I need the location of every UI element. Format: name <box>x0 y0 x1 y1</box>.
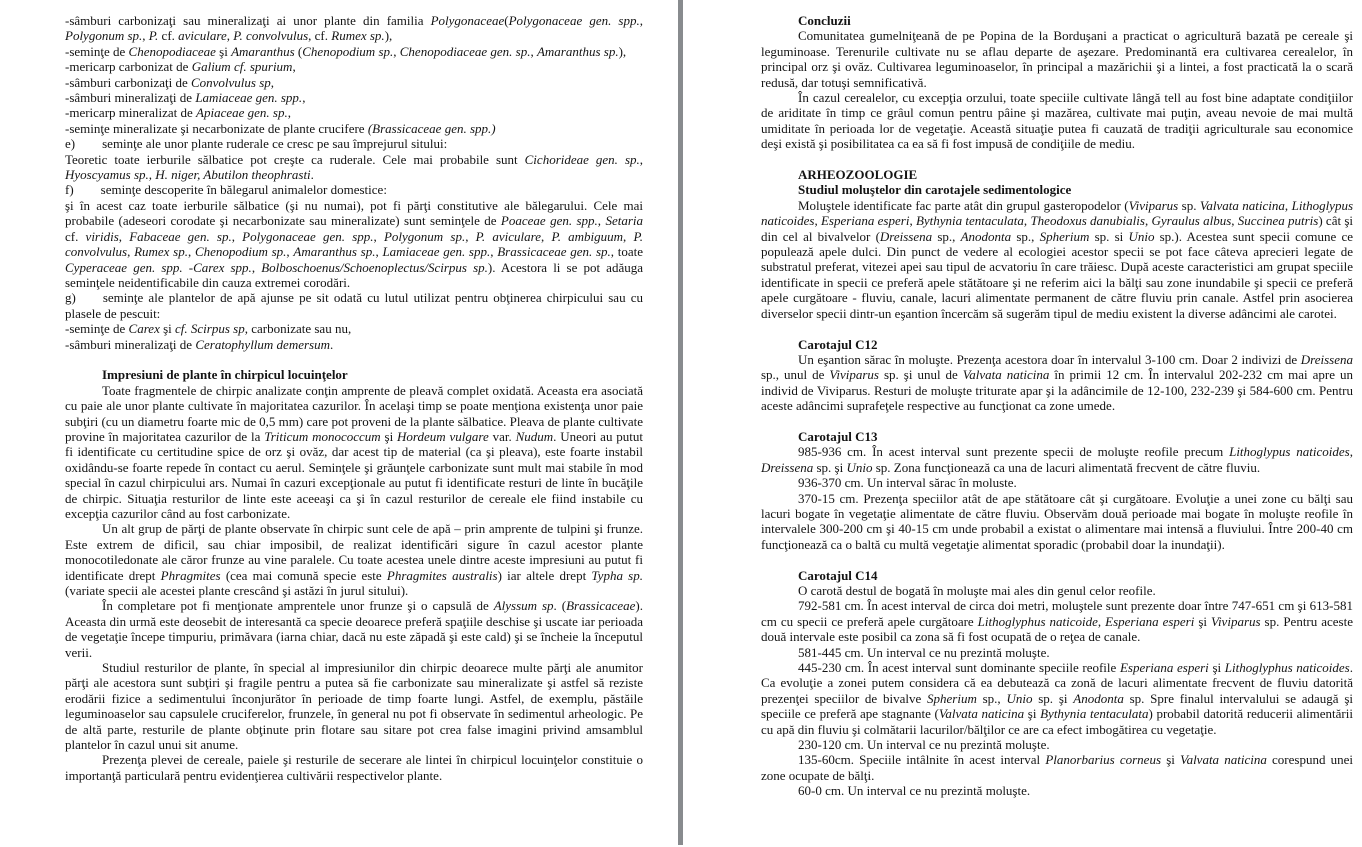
text-run: -sâmburi carbonizaţi de <box>65 74 191 90</box>
paragraph-chirpic-1 <box>65 383 643 522</box>
italic-text-run: P. <box>148 28 159 44</box>
text-run: sp., <box>932 228 961 244</box>
italic-text-run: Valvata naticina <box>1199 197 1285 213</box>
text-run: Concluzii <box>798 13 851 28</box>
paragraph-moluste-intro <box>761 198 1353 321</box>
text-run: 792-581 cm. În acest interval de circa doi metri, moluştele sunt prezente doar între 747-651 cm şi 613-581 cm cu specii ce preferă apele curgătoare <box>761 598 1353 629</box>
italic-text-run: Dreissena <box>879 228 933 244</box>
text-run: f) <box>65 182 74 198</box>
text-run: , <box>302 90 306 106</box>
text-run: ) iar altele drept <box>497 567 592 583</box>
text-run: var. <box>488 428 516 444</box>
italic-text-run: Polygonaceae <box>430 13 505 28</box>
text-run: Un alt grup de părţi de plante observate în chirpic sunt cele de apă – prin amprente de tulpini şi frunze. Este extrem de dificil, sau chiar imposibil, de realizat identificări sigure în cazul acestor plante monocotiledonate ale căror frunze au vine paralele. Cu toate acestea unele dintre aceste impresiuni au putut fi identificate drept <box>65 521 643 583</box>
italic-text-run: Lamiaceae gen. spp. <box>382 244 491 260</box>
italic-text-run: P. convolvulus <box>233 28 309 44</box>
italic-text-run: Carex <box>128 321 160 337</box>
item-e <box>65 136 643 151</box>
text-run: Carotajul C13 <box>798 428 878 444</box>
italic-text-run: Lithoglypus naticoides <box>761 197 1354 229</box>
text-run: , <box>814 213 821 229</box>
text-run: 581-445 cm. Un interval ce nu prezintă moluşte. <box>798 644 1050 660</box>
italic-text-run: Lithoglypus naticoides <box>1229 444 1350 460</box>
italic-text-run: Cyperaceae gen. spp. <box>65 259 183 275</box>
text-run: seminţe ale plantelor de apă ajunse pe sit odată cu lutul utilizat pentru obţinerea chirpicului sau cu plasele de pescuit: <box>65 290 643 321</box>
text-run: ), <box>618 43 627 59</box>
text-run: şi <box>380 428 398 444</box>
paragraph-concluzii-1 <box>761 28 1353 90</box>
italic-text-run: Rumex sp. <box>134 244 188 260</box>
italic-text-run: (Brassicaceae gen. spp.) <box>367 120 496 136</box>
italic-text-run: Theodoxus danubialis <box>1030 213 1145 229</box>
text-run: şi <box>159 321 176 337</box>
heading-carotajul-c12 <box>761 337 1353 352</box>
italic-text-run: Dreissena <box>1300 351 1353 367</box>
text-run: sp. si <box>1089 228 1129 244</box>
italic-text-run: Dreissena <box>761 459 814 475</box>
text-run: , <box>530 43 537 59</box>
italic-text-run: Polygonaceae gen. spp. <box>508 13 640 28</box>
text-run: -mericarp carbonizat de <box>65 59 192 75</box>
heading-carotajul-c14 <box>761 568 1353 583</box>
text-run: , <box>226 28 234 44</box>
text-run: Toate fragmentele de chirpic analizate conţin amprente de pleavă complet oxidată. Aceasta era asociată cu paie ale unor plante cultivate în majoritatea cazurilor. În acelaşi timp se poate menţiona existenţa unor paie subţiri (cu un diametru foarte mic de 0,5 mm) care pot proveni de la plante sălbatice. Pleava de plante cultivate provine în majoritatea cazurilor de la <box>65 382 643 444</box>
italic-text-run: Alyssum sp <box>493 598 554 614</box>
text-run: , <box>142 28 149 44</box>
text-run: . Uneori au putut fi identificate cu certitudine spice de orz şi ovăz, dar acest tip de material (ca şi pleava), este foarte instabil oxidându-se foarte repede în contact cu aerul. Seminţele şi grăunţele carbonizate sunt mult mai stabile în mod special în cazul chirpicului ars. Numai în cazuri excepţionale au putut fi identificate resturi de linte în bucăţile de chirpic. Situaţia resturilor de linte este aceeaşi ca şi în cazul resturilor de cereale ele fiind instabile cu excepţia cazurilor când au fost carbonizate. <box>65 428 644 521</box>
text-run: ), <box>384 28 393 44</box>
italic-text-run: Brassicaceae <box>566 598 636 614</box>
list-item-polygonaceae <box>65 13 643 44</box>
text-run: . Ca evoluţie a zonei putem considera că ea debutează ca zonă de lacuri alimentate frecvent de fluviu datorită prezenţei speciilor de bivalve <box>761 660 1353 706</box>
text-run: -seminţe de <box>65 43 129 59</box>
text-run: , <box>187 244 195 260</box>
paragraph-c14-4 <box>761 660 1353 737</box>
text-run: 60-0 cm. Un interval ce nu prezintă moluşte. <box>798 783 1031 799</box>
italic-text-run: Convolvulus sp <box>190 74 271 90</box>
heading-arheozoologie <box>761 167 1353 182</box>
text-run: -seminţe mineralizate şi necarbonizate de plante crucifere <box>65 120 368 136</box>
item-f <box>65 182 643 197</box>
paragraph-concluzii-2 <box>761 90 1353 152</box>
text-run: sp. şi <box>813 459 847 475</box>
text-run: În completare pot fi menţionate amprentele unor frunze şi o capsulă de <box>102 598 494 614</box>
text-run: şi <box>1194 613 1211 629</box>
italic-text-run: Chenopodiaceae gen. sp. <box>399 43 531 59</box>
text-run: Un eşantion sărac în moluşte. Prezenţa acestora doar în intervalul 3-100 cm. Doar 2 indivizi de <box>798 351 1301 367</box>
text-run: , <box>465 228 476 244</box>
list-item-chenopodiaceae <box>65 44 643 59</box>
italic-text-run: Amaranthus sp. <box>536 43 619 59</box>
italic-text-run: Phragmites australis <box>386 567 498 583</box>
italic-text-run: Lamiaceae gen. spp. <box>195 90 303 106</box>
text-run: , <box>286 244 294 260</box>
text-run: , <box>393 43 400 59</box>
text-run: , <box>909 213 916 229</box>
text-run: sp. şi unul de <box>879 367 963 383</box>
text-run: 370-15 cm. Prezenţa speciilor atât de ape stătătoare cât şi curgătoare. Evoluţie a unei zone cu bălţi sau lacuri bogate în vegetaţie alimentate de către fluviu. Observăm două perioade mai bogate în moluşte reofile în intervalele 300-200 cm şi 40-15 cm unde probabil a existat o alimentare mai intensă a fluviului. Între 200-40 cm funcţionează ca o baltă cu multă vegetaţie alimentat sporadic (probabil doar la inundaţii). <box>761 490 1353 552</box>
italic-text-run: P. ambiguum <box>551 228 624 244</box>
text-run: , <box>597 213 606 229</box>
text-run: -mericarp mineralizat de <box>65 105 197 121</box>
text-run: Comunitatea gumelniţeană de pe Popina de la Borduşani a practicat o agricultură bazată pe cereale şi leguminoase. Terenurile cultivate nu se aflau departe de aşezare. Predominantă era cultivarea cerealelor, în principal orz şi ovăz. Cultivarea leguminoaselor, în principal a mazărichii şi a lintei, a fost practicată la o scară redusă, dar totuşi semnificativă. <box>761 28 1353 90</box>
text-run: corespund unei zone ocupate de bălţi. <box>761 752 1354 783</box>
italic-text-run: Viviparus <box>1210 613 1261 629</box>
text-run: sp., <box>1011 228 1040 244</box>
italic-text-run: Setaria <box>605 213 644 229</box>
italic-text-run: Ceratophyllum demersum <box>195 336 330 352</box>
text-run: , <box>292 59 296 75</box>
text-run: , <box>490 244 498 260</box>
italic-text-run: P. aviculare <box>475 228 541 244</box>
list-item-galium <box>65 59 643 74</box>
italic-text-run: Amaranthus <box>231 43 295 59</box>
heading-studiul-molustelor <box>761 182 1353 197</box>
text-run: , <box>375 244 383 260</box>
text-run: e) <box>65 136 76 152</box>
italic-text-run: Lithoglyphus naticoides <box>1224 660 1350 675</box>
text-run: ). Acestora li se pot adăuga seminţele neidentificabile din cauza extremei corodări. <box>65 259 643 290</box>
paragraph-chirpic-3 <box>65 598 643 660</box>
paragraph-c14-5 <box>761 737 1353 752</box>
paragraph-c14-2 <box>761 598 1353 644</box>
text-run: , <box>1231 213 1238 229</box>
italic-text-run: Amaranthus sp. <box>293 244 376 260</box>
text-run: sp. Zona funcţionează ca una de lacuri alimentată frecvent de către fluviu. <box>872 459 1261 475</box>
text-run: şi <box>215 43 232 59</box>
italic-text-run: Esperiana esperi <box>820 213 910 229</box>
italic-text-run: Unio <box>846 459 873 475</box>
text-run: cf. <box>158 28 179 44</box>
italic-text-run: Nudum <box>515 428 554 444</box>
text-run: sp. <box>1178 197 1200 213</box>
text-run: seminţe ale unor plante ruderale ce cresc pe sau împrejurul sitului: <box>102 136 448 152</box>
text-run: - <box>182 259 194 275</box>
italic-text-run: Chenopodium sp. <box>302 43 394 59</box>
italic-text-run: Hordeum vulgare <box>397 428 489 444</box>
list-item-ceratophyllum <box>65 337 643 352</box>
text-run: . ( <box>553 598 567 614</box>
page-left <box>65 13 643 783</box>
text-run: , <box>1144 213 1152 229</box>
text-run: şi <box>1161 752 1181 768</box>
heading-carotajul-c13 <box>761 429 1353 444</box>
italic-text-run: Viviparus <box>829 367 879 383</box>
list-item-convolvulus <box>65 75 643 90</box>
text-run: sp. şi <box>1032 690 1074 706</box>
text-run: 985-936 cm. În acest interval sunt prezente specii de moluşte reofile precum <box>798 444 1230 460</box>
italic-text-run: Spherium <box>927 690 977 706</box>
text-run: (cea mai comună specie este <box>220 567 387 583</box>
paragraph-chirpic-5 <box>65 752 643 783</box>
text-run: -sâmburi mineralizaţi de <box>65 336 196 352</box>
italic-text-run: Chenopodiaceae <box>128 43 216 59</box>
italic-text-run: Esperiana esperi <box>1119 660 1209 675</box>
text-run: , <box>127 244 135 260</box>
text-run: 445-230 cm. În acest interval sunt dominante speciile reofile <box>798 660 1120 675</box>
paragraph-c14-3 <box>761 645 1353 660</box>
text-run: , <box>231 228 243 244</box>
text-run: ) probabil datorită reducerii alimentării cu apă din fluviu şi colmătarii lacurilor/bălţilor ce are ca efect imbogătirea cu vegetaţie. <box>761 706 1353 737</box>
heading-concluzii <box>761 13 1353 28</box>
text-run: Carotajul C14 <box>798 567 878 583</box>
item-g <box>65 290 643 321</box>
italic-text-run: Esperiana esperi <box>1105 613 1195 629</box>
text-run: Studiul moluştelor din carotajele sedimentologice <box>798 182 1072 198</box>
italic-text-run: Brassicaceae gen. sp. <box>497 244 611 260</box>
text-run: , <box>373 228 384 244</box>
text-run: , <box>1284 197 1292 213</box>
italic-text-run: cf. Scirpus sp <box>175 321 245 337</box>
text-run: -seminţe de <box>65 321 129 337</box>
italic-text-run: aviculare <box>178 28 227 44</box>
italic-text-run: Anodonta <box>960 228 1012 244</box>
italic-text-run: Typha sp. <box>591 567 643 583</box>
italic-text-run: Phragmites <box>160 567 221 583</box>
text-run: g) <box>65 290 76 306</box>
heading-impresiuni <box>65 367 643 382</box>
italic-text-run: Polygonum sp. <box>65 28 143 44</box>
text-run: ). Aceasta din urmă este deosebit de interesantă ca specie deoarece preferă spaţiile deschise şi uscate iar perioada de vegetaţie începe timpuriu, primăvara (iarna chiar, dacă nu este zăpadă şi este cald) şi se încheie la începutul verii. <box>65 598 643 660</box>
italic-text-run: P. convolvulus <box>65 228 644 260</box>
italic-text-run: Viviparus <box>1128 197 1179 213</box>
italic-text-run: Galium cf. spurium <box>191 59 293 75</box>
italic-text-run: Carex spp. <box>193 259 252 275</box>
list-item-lamiaceae <box>65 90 643 105</box>
text-run: , toate <box>610 244 644 260</box>
text-run: În cazul cerealelor, cu excepţia orzului, toate speciile cultivate lângă tell au fost bine adaptate condiţiilor de ariditate în timp ce grâul comun pentru pâine şi mazărea, cultivate mai puţin, aveau nevoie de mai multă umiditate în perioada lor de vegetaţie. Această situaţie putea fi cauzată de tradiţii agriculturale sau economice deşi există şi posibilitatea ca ea să fi fost impusă de condiţiile de mediu. <box>761 90 1353 152</box>
italic-text-run: Unio <box>1006 690 1033 706</box>
list-item-brassicaceae <box>65 121 643 136</box>
text-run: , <box>118 228 130 244</box>
italic-text-run: Bythynia tentaculata <box>915 213 1024 229</box>
text-run: ) cât şi din cel al bivalvelor ( <box>761 213 1354 244</box>
text-run: sp.). Acestea sunt specii comune ce populează apele dulci. Din punct de vedere al ecologiei acestor specii se pot face câteva aprecieri legate de substratul preferat, vitezei apei sau tipul de acvatoriu în care trăiesc. După aceste caracteristici am grupat speciile identificate in specii ce preferă apele stătătoare şi ne referim aici la bălţi sau zone inundabile şi specii ce preferă apele curgătoare - fluviu, canale, lacuri alimentate permanent de către fluviu prin canale. Astfel prin asocierea diverselor specii dintr-un eşantion încercăm să sugerăm tipul de mediu existent la diverse adâncimi ale carotei. <box>761 228 1354 321</box>
italic-text-run: Poaceae gen. spp. <box>500 213 598 229</box>
text-run: , <box>639 151 643 167</box>
italic-text-run: Valvata naticina <box>962 367 1050 383</box>
italic-text-run: Bolboschoenus/Schoenoplectus/Scirpus sp. <box>261 259 488 275</box>
text-run: , <box>287 105 291 121</box>
paragraph-c13-1 <box>761 444 1353 475</box>
list-item-carex <box>65 321 643 336</box>
italic-text-run: Lithoglyphus naticoide <box>977 613 1098 629</box>
text-run: , <box>1023 213 1031 229</box>
italic-text-run: Polygonaceae gen. spp. <box>242 228 374 244</box>
italic-text-run: Polygonum sp. <box>383 228 466 244</box>
text-run: ARHEOZOOLOGIE <box>798 167 918 183</box>
italic-text-run: viridis <box>85 228 119 244</box>
text-run: , <box>639 13 643 28</box>
paragraph-c13-2 <box>761 475 1353 490</box>
text-run: sp., unul de <box>761 367 830 383</box>
text-run: Prezenţa plevei de cereale, paiele şi resturile de secerare ale lintei în chirpicul locuinţelor constituie o importanţă particulară pentru evidenţierea cultivării respectivelor plante. <box>65 752 643 783</box>
italic-text-run: Unio <box>1128 228 1155 244</box>
paragraph-c13-3 <box>761 491 1353 553</box>
text-run: ( <box>504 13 509 28</box>
italic-text-run: Succinea putris <box>1237 213 1319 229</box>
text-run: sp. Pentru aceste două intervale este posibil ca zona să fi fost ocupată de o reţea de canale. <box>761 613 1353 645</box>
italic-text-run: Bythynia tentaculata <box>1040 706 1149 722</box>
text-run: -sâmburi carbonizaţi sau mineralizaţi ai unor plante din familia <box>65 13 431 28</box>
italic-text-run: Valvata naticina <box>938 706 1025 722</box>
paragraph-c14-6 <box>761 752 1353 783</box>
text-run: , cf. <box>308 28 332 44</box>
list-item-apiaceae <box>65 105 643 120</box>
text-run: sp., <box>976 690 1007 706</box>
text-run: şi <box>1208 660 1225 675</box>
italic-text-run: Chenopodium sp. <box>194 244 287 260</box>
italic-text-run: Valvata naticina <box>1180 752 1267 768</box>
italic-text-run: Rumex sp. <box>331 28 385 44</box>
italic-text-run: Fabaceae gen. sp. <box>129 228 232 244</box>
text-run: în primii 12 cm. În intervalul 202-232 cm mai apre un individ de Viviparus. Resturi de moluşte triturate apar şi la adâncimile de 12-100, 232-239 şi 584-600 cm. Pentru aceste adâncimi suprafeţele respective au funcţionat ca zone umede. <box>761 367 1353 414</box>
text-run: , <box>540 228 552 244</box>
text-run: , <box>251 259 262 275</box>
page-right <box>761 13 1353 799</box>
italic-text-run: Hyoscyamus sp., H. niger, Abutilon theophrasti <box>65 167 311 183</box>
italic-text-run: Gyraulus albus <box>1151 213 1232 229</box>
text-run: 135-60cm. Speciile intâlnite în acest interval <box>798 752 1046 768</box>
text-run: cf. <box>65 228 86 244</box>
paragraph-c14-1 <box>761 583 1353 598</box>
text-run: sp. Spre finalul intervalului se adaugă şi speciile ce preferă ape stagnante ( <box>761 690 1354 722</box>
italic-text-run: Apiaceae gen. sp. <box>196 105 288 121</box>
text-run: Moluştele identificate fac parte atât din grupul gasteropodelor ( <box>798 197 1129 213</box>
paragraph-f-body <box>65 198 643 290</box>
italic-text-run: Spherium <box>1039 228 1090 244</box>
text-run: , <box>1349 444 1353 460</box>
paragraph-chirpic-2 <box>65 521 643 598</box>
paragraph-c14-7 <box>761 783 1353 798</box>
text-run: Teoretic toate ierburile sălbatice pot creşte ca ruderale. Cele mai probabile sunt <box>65 151 525 167</box>
text-run: , <box>270 74 275 90</box>
text-run: Impresiuni de plante în chirpicul locuinţelor <box>102 367 348 383</box>
italic-text-run: Triticum monococcum <box>264 428 381 444</box>
paragraph-chirpic-4 <box>65 660 643 752</box>
text-run: seminţe descoperite în bălegarul animalelor domestice: <box>100 182 387 198</box>
text-run: (variate specii ale acestei plante crescând şi astăzi în jurul sitului). <box>65 583 409 599</box>
text-run: , <box>623 228 634 244</box>
paragraph-c12 <box>761 352 1353 414</box>
text-run: 936-370 cm. Un interval sărac în moluste. <box>798 475 1017 491</box>
text-run: şi în acest caz toate ierburile sălbatice (şi nu numai), pot fi părţi constitutive ale bălegarului. Cele mai probabile (adeseori corodate şi necarbonizate sau mineralizate) sunt seminţele de <box>65 197 643 229</box>
text-run: Carotajul C12 <box>798 336 878 352</box>
text-run: O carotă destul de bogată în moluşte mai ales din genul celor reofile. <box>798 582 1156 598</box>
text-run: . <box>310 167 314 183</box>
text-run: -sâmburi mineralizaţi de <box>65 90 196 106</box>
page-divider <box>678 0 683 845</box>
text-run: , <box>1097 613 1106 629</box>
paragraph-e-body <box>65 152 643 183</box>
italic-text-run: Cichorideae gen. sp. <box>524 151 640 167</box>
italic-text-run: Planorbarius corneus <box>1045 752 1162 768</box>
text-run: , carbonizate sau nu, <box>244 321 352 337</box>
text-run: Studiul resturilor de plante, în special al impresiunilor din chirpic deoarece multe părţi ale anumitor părţi ale acestora sunt subţiri şi fragile pentru a putea să fie carbonizate sau mineralizate şi astfel să reziste erodării fizice a sedimentului înconjurător în perioade de timp foarte lungi. Astfel, de exemplu, păstăile leguminoaselor sau capsulele cruciferelor, frunzele, în general nu pot fi observate în sedimentul arheologic. Pe de altă parte, resturile de plante obţinute prin flotare sau sitare pot crea false imagini privind amsamblul plantelor în cazul unui sit anume. <box>65 660 643 753</box>
italic-text-run: Anodonta <box>1073 690 1124 706</box>
text-run: ( <box>294 43 303 59</box>
text-run: şi <box>1024 706 1041 722</box>
text-run: . <box>330 336 334 352</box>
text-run: 230-120 cm. Un interval ce nu prezintă moluşte. <box>798 737 1050 753</box>
